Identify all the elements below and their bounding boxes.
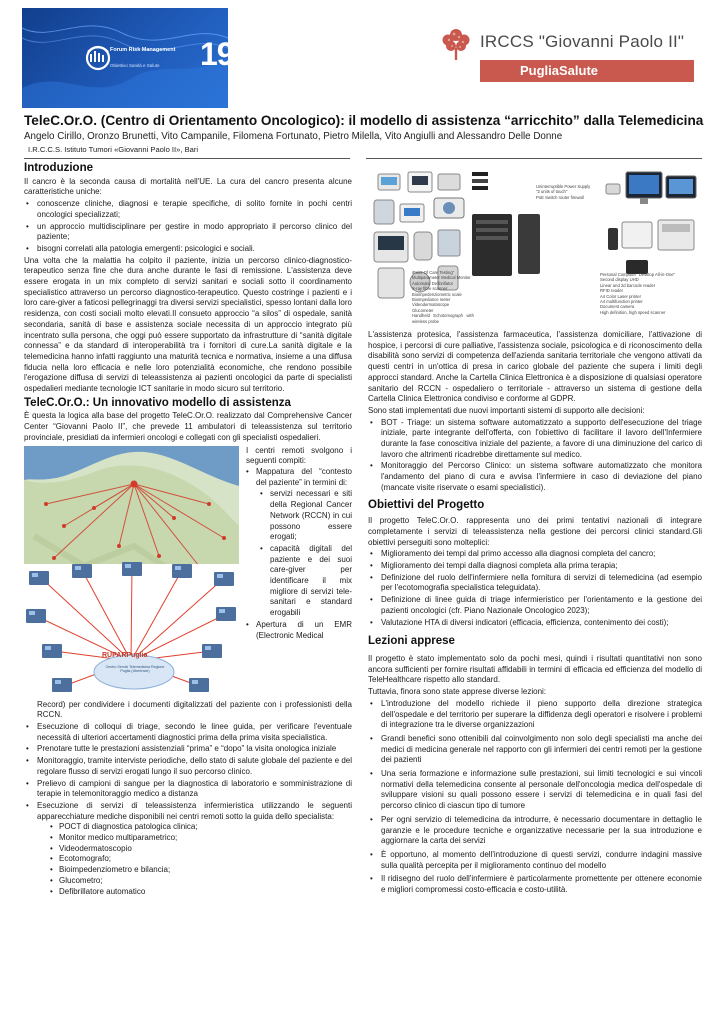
list-item: • Per ogni servizio di telemedicina da introdurre, è necessario documentare in dettaglio le garanzie e le procedure tecniche e organizzative necessarie per la sua introduzione e aggiornare la carta dei servizi [368, 815, 702, 847]
equipment-label-medical: iPoint Of Care Testing" Multiparameter Medical Monitor Automatic Defibrillator X-ray fibre scanner Bioimpedenziometric scale Bioimpedance meter Videodermatoscope Glucometer Handheld Echotomograph with wireless probe [412, 270, 474, 324]
list-item: • Miglioramento dei tempi dalla diagnosi completa alla prima terapia; [368, 561, 702, 572]
map-and-tasks [24, 446, 352, 700]
forum-logo-subtitle: Obiettivo Sanità e Salute [110, 63, 160, 68]
map-banner: RUPARPuglia [102, 651, 148, 659]
equipment-label-network: Uninterruptible Power Supply "2 units of touch" PoE Switch router firewall [536, 184, 591, 200]
list-item: • Miglioramento dei tempi dal primo accesso alla diagnosi completa del cancro; [368, 549, 702, 560]
telecoro-bullets [24, 722, 352, 897]
equipment-image [368, 170, 702, 322]
list-item: • Definizione di linee guida di triage infermieristico per l'orientamento e la gestione dei pazienti oncologici (cfr. Piano Nazionale Oncologico 2023); [368, 595, 702, 616]
divider-left [24, 158, 350, 159]
obiettivi-heading: Obiettivi del Progetto [368, 498, 485, 511]
telecoro-heading: TeleC.Or.O.: Un innovativo modello di assistenza [24, 396, 291, 409]
list-item: • Una seria formazione e informazione sulle prestazioni, sui limiti tecnologici e sui vincoli normativi della telemedicina consente al personale dell'oncologia medica dell'ospedale di sviluppare visioni su quali possono essere i servizi di telemedicina e in quali fasi del percorso clinico di ciascun tipo di tumore [368, 769, 702, 812]
authors: Angelo Cirillo, Oronzo Brunetti, Vito Campanile, Filomena Fortunato, Pietro Milella, Vito Angiulli and Alessandro Delle Donne [24, 131, 563, 142]
list-item: • Definizione del ruolo dell'infermiere nella fornitura di servizi di telemedicina (ad esempio per l'ecotomografia specialistica teleguidata). [368, 573, 702, 594]
intro-bullets [24, 199, 352, 255]
left-column [24, 160, 352, 898]
list-item: • Il ridisegno del ruolo dell'infermiere è particolarmente promettente per ottenere economie e migliori compromessi costo-efficacia e costo-utilità. [368, 874, 702, 895]
list-item [246, 467, 352, 619]
lezioni-paragraph-2: Tuttavia, finora sono state apprese diverse lezioni: [368, 687, 547, 697]
lezioni-paragraph-1: Il progetto è stato implementato solo da pochi mesi, quindi i risultati quantitativi non sono ancora sufficienti per fornire risultati affidabili in termini di efficacia ed efficienza del modello di TeleHealthcare rispetto allo standard. [368, 653, 702, 685]
list-item: • Bioimpedenziometro e bilancia; [47, 865, 352, 876]
list-item: • È opportuno, al momento dell'introduzione di questi servizi, condurre indagini massive sulla qualità percepita per il miglioramento continuo del modello [368, 850, 702, 871]
map-graphic [24, 446, 239, 700]
mappatura-label: Mappatura del “contesto del paziente” in termini di: [256, 466, 352, 487]
poster-title: TeleC.Or.O. (Centro di Orientamento Oncologico): il modello di assistenza “arricchito” dalla Telemedicina [24, 113, 704, 128]
intro-heading: Introduzione [24, 162, 93, 174]
right-paragraph-2: Sono stati implementati due nuovi importanti sistemi di supporto alle decisioni: [368, 405, 645, 415]
list-item: • Monitoraggio, tramite interviste periodiche, dello stato di salute globale del paziente e del regolare flusso di servizi erogati lungo il suo percorso clinico. [24, 756, 352, 777]
decision-support-systems [368, 418, 702, 494]
list-item: • BOT - Triage: un sistema software automatizzato a supporto dell'esecuzione del triage iniziale, parte integrante dell'offerta, con l'obiettivo di facilitare il lavoro dell'Infermiere durante la fase conoscitiva iniziale del paziente, a favore di una diminuzione del carico di lavoro che altrimenti ricadrebbe direttamente sul medico. [368, 418, 702, 461]
intro-paragraph-2: Una volta che la malattia ha colpito il paziente, inizia un percorso clinico-diagnostico-terapeutico senza fine che dura anche durante le fasi di remissione. L'assistenza deve essere erogata in un mix completo di servizi sanitari e sociali sotto il coordinamento specialistico attraverso un percorso diagnostico-terapeutico. Questo costringe i pazienti e i loro care-giver a faticosi pellegrinaggi tra diversi servizi specialistici, spesso lontani dalla loro residenza, con costi sociali molto elevati.Il consueto approccio “a silos” di ospedale, sanità secondaria, sanità di base e assistenza sociale necessita di un approccio integrato più incentrato sulla persona, che oggi può essere supportato da infrastrutture di “sanità digitale connessa” e da standard di interoperabilità tra i fornitori di cure.La sanità digitale e la telemedicina hanno infatti raggiunto una maturità tecnica e normativa, insieme a una diffusa fiducia nella loro efficacia e nelle loro potenzialità economiche, che rendono possibile l'erogazione diffusa di servizi di teleassistenza ai pazienti oncologici da parte di specialisti ospedalieri mediante tecnologie ICT sanitarie in modo sicuro sul territorio. [24, 255, 352, 394]
forum-risk-management-logo [22, 8, 234, 108]
forum-logo-title: Forum Risk Management [110, 47, 176, 53]
tasks-intro: I centri remoti svolgono i seguenti compiti: [246, 445, 352, 466]
map-caption: Centro Servizi Telemedicina Regione Puglia (Ubertrace) [105, 664, 165, 673]
list-item: • un approccio multidisciplinare per gestire in modo appropriato il percorso clinico del paziente; [24, 222, 352, 243]
tree-icon [438, 26, 474, 62]
list-item: • Prelievo di campioni di sangue per la diagnostica di laboratorio e somministrazione di terapie in telemonitoraggio medico a distanza [24, 779, 352, 800]
list-item [24, 801, 352, 897]
list-item: • Glucometro; [47, 876, 352, 887]
irccs-name: IRCCS "Giovanni Paolo II" [480, 32, 685, 51]
list-item: • Valutazione HTA di diversi indicatori (efficacia, efficienza, contenimento dei costi); [368, 618, 702, 629]
affiliation: I.R.C.C.S. Istituto Tumori «Giovanni Paolo II», Bari [28, 145, 199, 154]
right-column [368, 330, 702, 897]
list-item: • POCT di diagnostica patologica clinica; [47, 822, 352, 833]
list-item: • L'introduzione del modello richiede il pieno supporto della direzione strategica dell'ospedale e del territorio per superare la diffidenza degli operatori e risolvere i problemi di integrazione tra le diverse organizzazioni [368, 699, 702, 731]
list-item: • Prenotare tutte le prestazioni assistenziali “prima” e “dopo” la visita onologica iniziale [24, 744, 352, 755]
telecoro-paragraph-1: È questa la logica alla base del progetto TeleC.Or.O. realizzato dal Comprehensive Cancer Center “Giovanni Paolo II”, che prevede 11 ambulatori di teleassistenza sul territorio provinciale, presidiati da infermieri oncologi e collegati con gli specialisti ospedalieri. [24, 411, 352, 442]
obiettivi-paragraph: Il progetto TeleC.Or.O. rappresenta uno dei primi tentativi nazionali di integrare completamente i servizi di teleassistenza nella gestione dei percorsi clinici standard.Gli obiettivi perseguiti sono molteplici: [368, 516, 702, 547]
equipment-label-computer: Personal Computer "Desktop All-in-One" Second display UHD Linear and 2d barcode reader RFID reader A4 Color Laser printer A4 multifunction printer Document camera High definition, high speed scanner [600, 272, 676, 315]
teleassistance-network-map [24, 446, 239, 700]
divider-right [366, 158, 702, 159]
lezioni-heading: Lezioni apprese [368, 635, 455, 648]
right-paragraph-1: L'assistenza protesica, l'assistenza farmaceutica, l'assistenza domiciliare, l'attivazione di hospice, i percorsi di cure palliative, l'assistenza sociale, psicologica e di riconoscimento della disabilità sono servizi di competenza dell'azienda sanitaria territoriale che vengono attivati da questi centri in un'ottica di presa in carico globale del paziente che supera i limiti degli approcci standard. Anche la Cartella Clinica Elettronica è a disposizione di qualsiasi operatore sanitario del RCCN - ospedaliero o territoriale - attraverso un sistema di gestione della Cartella Clinica Elettronica condiviso e conforme al GDPR. [368, 330, 702, 404]
puglia-salute-banner: PugliaSalute [480, 60, 694, 82]
list-item: • Monitoraggio del Percorso Clinico: un sistema software automatizzato che monitora l'andamento del piano di cura e avvisa l'infermiere in caso di deviazione del piano (mancate visite riservate o esami specialistici). [368, 461, 702, 493]
list-item: • conoscenze cliniche, diagnosi e terapie specifiche, di solito fornite in pochi centri oncologici specializzati; [24, 199, 352, 220]
obiettivi-list [368, 549, 702, 628]
list-item: • Defibrillatore automatico [47, 887, 352, 898]
list-item: • Apertura di un EMR (Electronic Medical [246, 620, 352, 641]
remote-centers-tasks [246, 446, 352, 642]
list-item: • capacità digitali del paziente e dei suoi care-giver per identificare il mix migliore di servizi tele-sanitari e standard erogabili [260, 544, 352, 619]
wave-graphic [22, 8, 228, 108]
list-item: • Grandi benefici sono ottenibili dal coinvolgimento non solo degli specialisti ma anche dei medici di medicina generale nel rapporto con gli infermieri dei centri remoti per la gestione dei pazienti [368, 734, 702, 766]
equipment-intro: Esecuzione di servizi di teleassistenza infermieristica utilizzando le seguenti apparecchiature mediche disponibili nei centri remoti sotto la guida dello specialista: [37, 800, 352, 821]
irccs-logo [438, 22, 708, 92]
list-item: • Ecotomografo; [47, 854, 352, 865]
device-list [47, 822, 352, 897]
list-item: • servizi necessari e siti della Regional Cancer Network (RCCN) in cui possono essere erogati; [260, 489, 352, 543]
emr-continuation: Record) per condividere i documenti digitalizzati del paziente con i professionisti della RCCN. [37, 699, 352, 720]
list-item: • Monitor medico multiparametrico; [47, 833, 352, 844]
lezioni-list [368, 699, 702, 896]
intro-paragraph-1: Il cancro è la seconda causa di mortalità nell'UE. La cura del cancro presenta alcune caratteristiche uniche: [24, 176, 352, 197]
forum-edition-number: 19 [200, 36, 234, 72]
list-item: • bisogni correlati alla patologia emergenti: psicologici e sociali. [24, 244, 352, 255]
list-item: • Videodermatoscopio [47, 844, 352, 855]
list-item: • Esecuzione di colloqui di triage, secondo le linee guida, per verificare l'eventuale necessità di ulteriori accertamenti diagnostici prima della prima visita specialistica. [24, 722, 352, 743]
